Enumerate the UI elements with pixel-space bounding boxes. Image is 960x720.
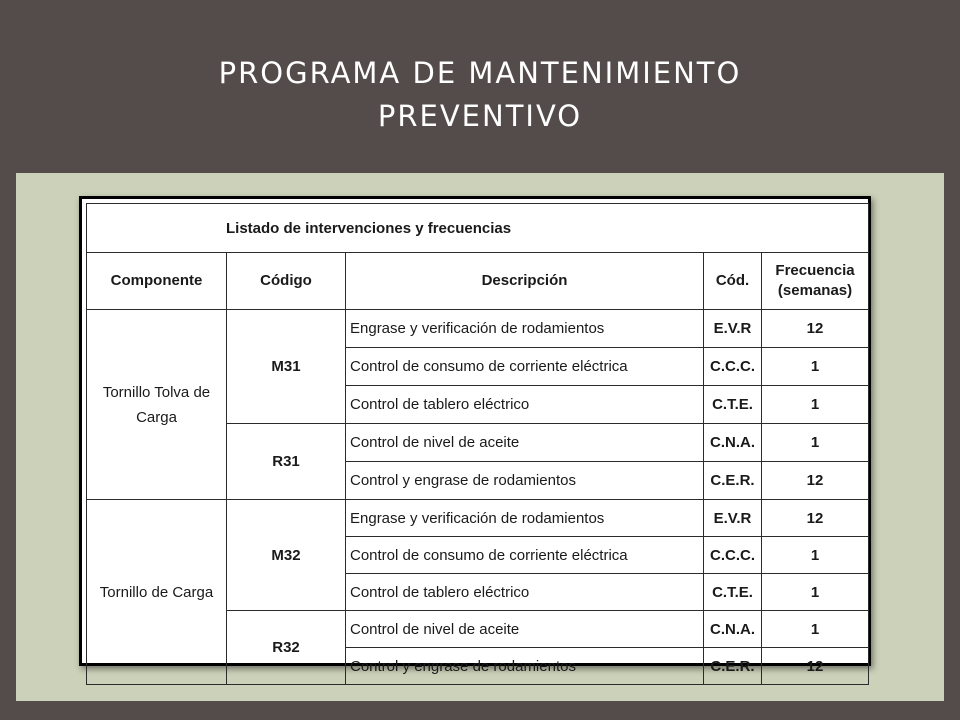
- slide-title-line-1: PROGRAMA DE MANTENIMIENTO: [218, 56, 742, 90]
- description-cell: Control de nivel de aceite: [346, 424, 704, 462]
- slide-title: [0, 52, 960, 138]
- slide-title-line-2: PREVENTIVO: [377, 99, 583, 133]
- column-header-abbr: Cód.: [704, 253, 762, 310]
- description-cell: Engrase y verificación de rodamientos: [346, 500, 704, 537]
- code-cell: R32: [227, 611, 346, 685]
- frequency-cell: 12: [762, 462, 869, 500]
- code-cell: R31: [227, 424, 346, 500]
- component-cell: Tornillo Tolva de Carga: [87, 310, 227, 500]
- description-cell: Control de nivel de aceite: [346, 611, 704, 648]
- frequency-cell: 1: [762, 348, 869, 386]
- maintenance-table: [86, 203, 869, 685]
- abbr-cell: C.N.A.: [704, 611, 762, 648]
- frequency-cell: 1: [762, 424, 869, 462]
- table-frame: [79, 196, 871, 675]
- description-cell: Control de consumo de corriente eléctrica: [346, 537, 704, 574]
- abbr-cell: E.V.R: [704, 310, 762, 348]
- frequency-cell: 1: [762, 386, 869, 424]
- description-cell: Control y engrase de rodamientos: [346, 648, 704, 685]
- code-cell: M31: [227, 310, 346, 424]
- table-caption: Listado de intervenciones y frecuencias: [87, 204, 869, 253]
- abbr-cell: C.C.C.: [704, 348, 762, 386]
- column-header-description: Descripción: [346, 253, 704, 310]
- table-row: [87, 500, 869, 537]
- column-header-component: Componente: [87, 253, 227, 310]
- frequency-cell: 1: [762, 537, 869, 574]
- frequency-cell: 12: [762, 648, 869, 685]
- description-cell: Control de tablero eléctrico: [346, 386, 704, 424]
- description-cell: Control de consumo de corriente eléctrica: [346, 348, 704, 386]
- frequency-header-line-2: (semanas): [777, 282, 853, 299]
- frequency-cell: 1: [762, 574, 869, 611]
- abbr-cell: C.N.A.: [704, 424, 762, 462]
- description-cell: Control y engrase de rodamientos: [346, 462, 704, 500]
- table-header-row: [87, 253, 869, 310]
- description-cell: Engrase y verificación de rodamientos: [346, 310, 704, 348]
- abbr-cell: C.C.C.: [704, 537, 762, 574]
- frequency-cell: 1: [762, 611, 869, 648]
- frequency-cell: 12: [762, 310, 869, 348]
- component-cell: Tornillo de Carga: [87, 500, 227, 685]
- frequency-header-line-1: Frecuencia: [775, 262, 855, 279]
- column-header-code: Código: [227, 253, 346, 310]
- column-header-frequency: [762, 253, 869, 310]
- frequency-cell: 12: [762, 500, 869, 537]
- abbr-cell: C.T.E.: [704, 574, 762, 611]
- abbr-cell: C.E.R.: [704, 462, 762, 500]
- abbr-cell: C.E.R.: [704, 648, 762, 685]
- table-row: [87, 310, 869, 348]
- code-cell: M32: [227, 500, 346, 611]
- abbr-cell: C.T.E.: [704, 386, 762, 424]
- description-cell: Control de tablero eléctrico: [346, 574, 704, 611]
- abbr-cell: E.V.R: [704, 500, 762, 537]
